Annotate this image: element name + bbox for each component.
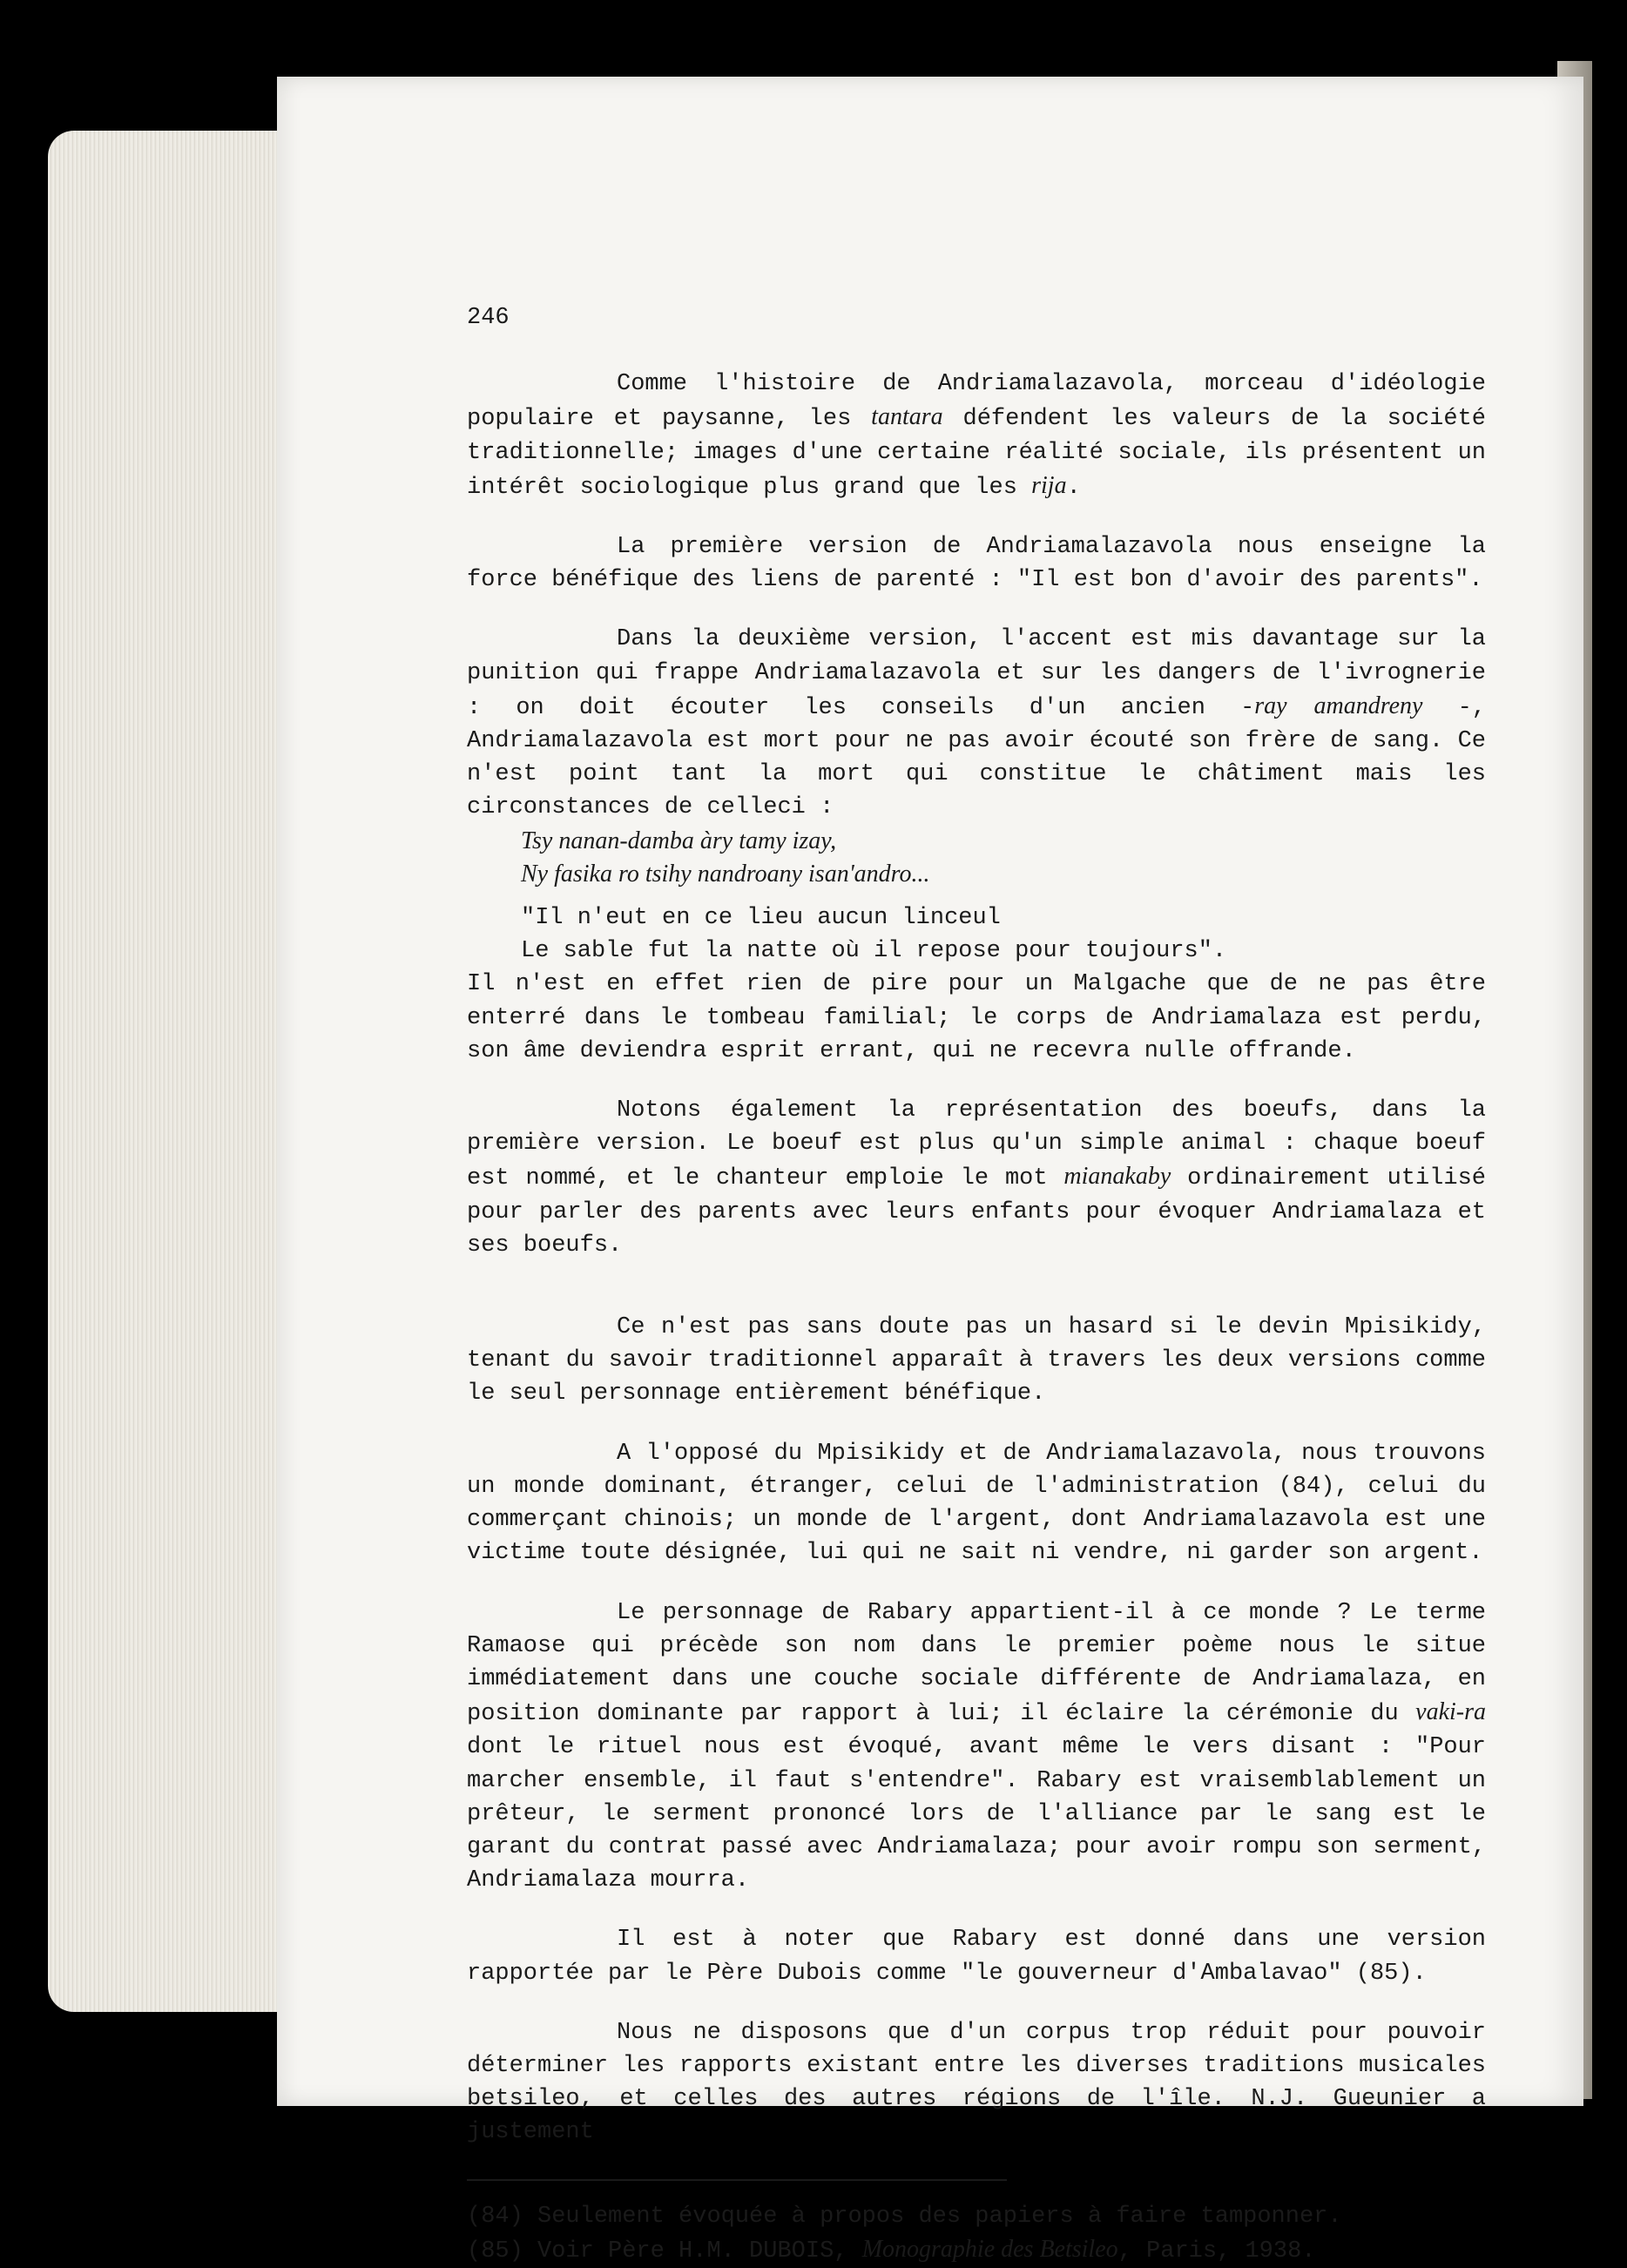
paragraph-1-text-a: Comme l'histoire de Andriamalazavola, morceau d'idéologie populaire et paysanne, les [467, 371, 1486, 433]
paragraph-1 [467, 368, 1486, 504]
paragraph-5-text-b: ordinairement utilisé pour parler des parents avec leurs enfants pour évoquer Andriamalaza et ses boeufs. [467, 1165, 1486, 1259]
verse-translation-line-2: Le sable fut la natte où il repose pour toujours". [521, 938, 1227, 965]
paragraph-7: A l'opposé du Mpisikidy et de Andriamalazavola, nous trouvons un monde dominant, étranger, celui de l'administration (84), celui du commerçant chinois; un monde de l'argent, dont Andriamalazavola est une victime toute désignée, lui qui ne sait ni vendre, ni garder son argent. [467, 1440, 1486, 1567]
paragraph-8 [467, 1596, 1486, 1898]
verse-line-1: Tsy nanan-damba àry tamy izay, [521, 827, 837, 854]
paragraph-2: La première version de Andriamalazavola nous enseigne la force bénéfique des liens de parenté : "Il est bon d'avoir des parents". [467, 534, 1486, 594]
term-ray-amandreny: ray amandreny [1254, 692, 1423, 719]
footnote-85-book-title: Monographie des Betsileo [861, 2235, 1118, 2263]
paragraph-5-text-a: Notons également la représentation des boeufs, dans la première version. Le boeuf est plus qu'un simple animal : chaque boeuf est nommé, et le chanteur emploie le mot [467, 1097, 1486, 1192]
footnote-84: (84) Seulement évoquée à propos des papiers à faire tamponner. [467, 2203, 1342, 2230]
term-vaki-ra: vaki-ra [1415, 1698, 1486, 1726]
paragraph-1-text-c: . [1066, 474, 1081, 501]
footnote-divider [467, 2179, 1007, 2181]
page-number: 246 [467, 305, 510, 331]
paragraph-9: Il est à noter que Rabary est donné dans une version rapportée par le Père Dubois comme "le gouverneur d'Ambalavao" (85). [467, 1927, 1486, 1987]
paragraph-10: Nous ne disposons que d'un corpus trop réduit pour pouvoir déterminer les rapports existant entre les diverses traditions musicales betsileo, et celles des autres régions de l'île. N.J. Gueunier a justement [467, 2019, 1486, 2146]
term-mianakaby: mianakaby [1063, 1163, 1171, 1191]
paragraph-5 [467, 1094, 1486, 1262]
footnote-85-text-a: (85) Voir Père H.M. DUBOIS, [467, 2238, 862, 2265]
verse-translation-line-1: "Il n'eut en ce lieu aucun linceul [521, 905, 1001, 932]
paragraph-8-text-a: Le personnage de Rabary appartient-il à ce monde ? Le terme Ramaose qui précède son nom dans le premier poème nous le situe immédiatement dans une couche sociale différente de Andriamalaza, en position dominante par rapport à lui; il éclaire la cérémonie du [467, 1599, 1486, 1728]
paragraph-6: Ce n'est pas sans doute pas un hasard si le devin Mpisikidy, tenant du savoir traditionnel apparaît à travers les deux versions comme le seul personnage entièrement bénéfique. [467, 1314, 1486, 1407]
footnote-85 [467, 2233, 1486, 2268]
paragraph-3-text-a: Dans la deuxième version, l'accent est mis davantage sur la punition qui frappe Andriamalazavola et sur les dangers de l'ivrognerie : on doit écouter les conseils d'un ancien - [467, 626, 1486, 721]
malagasy-verse [467, 825, 1486, 891]
footnote-85-text-b: , Paris, 1938. [1117, 2238, 1316, 2265]
term-rija: rija [1031, 471, 1067, 499]
page-content [467, 301, 1486, 2268]
paragraph-3-text-b: -, Andriamalazavola est mort pour ne pas avoir écouté son frère de sang. Ce n'est point tant la mort qui constitue le châtiment mais les circonstances de celleci : [467, 694, 1486, 821]
paragraph-3 [467, 623, 1486, 824]
paragraph-8-text-b: dont le rituel nous est évoqué, avant même le vers disant : "Pour marcher ensemble, il faut s'entendre". Rabary est vraisemblablement un prêteur, le serment prononcé lors de l'alliance par le sang est le garant du contrat passé avec Andriamalaza; pour avoir rompu son serment, Andriamalaza mourra. [467, 1734, 1486, 1894]
verse-line-2: Ny fasika ro tsihy nandroany isan'andro... [521, 860, 930, 888]
book-page [277, 77, 1583, 2265]
paragraph-1-text-b: défendent les valeurs de la société traditionnelle; images d'une certaine réalité sociale, ils présentent un intérêt sociologique plus grand que les [467, 406, 1486, 501]
paragraph-4: Il n'est en effet rien de pire pour un Malgache que de ne pas être enterré dans le tombeau familial; le corps de Andriamalaza est perdu, son âme deviendra esprit errant, qui ne recevra nulle offrande. [467, 971, 1486, 1064]
verse-translation [467, 901, 1486, 968]
term-tantara: tantara [871, 403, 943, 431]
